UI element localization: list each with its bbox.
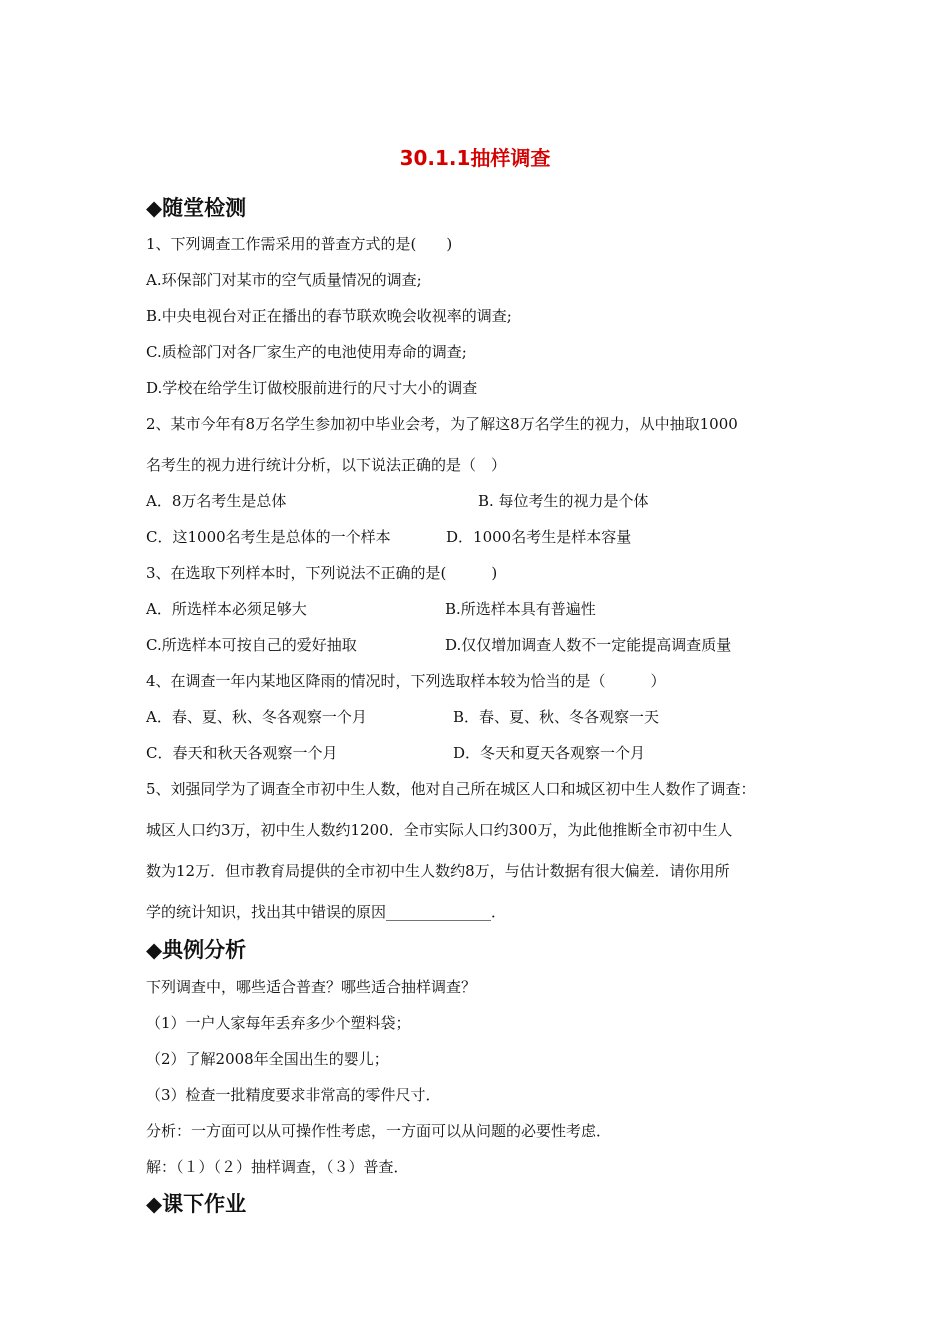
example-analysis: 分析：一方面可以从可操作性考虑，一方面可以从问题的必要性考虑． (146, 1122, 612, 1140)
page-title: 30.1.1抽样调查 (399, 146, 551, 170)
section-heading-example: ◆典例分析 (146, 938, 247, 962)
section-heading-homework: ◆课下作业 (146, 1192, 247, 1216)
q4-option-a: A．春、夏、秋、冬各观察一个月 (146, 708, 367, 726)
q2-stem-line1: 2、某市今年有8万名学生参加初中毕业会考，为了解这8万名学生的视力，从中抽取1000 (146, 415, 738, 433)
q1-stem: 1、下列调查工作需采用的普查方式的是( ) (146, 235, 453, 253)
q5-line3: 数为12万．但市教育局提供的全市初中生人数约8万，与估计数据有很大偏差．请你用所 (146, 862, 730, 880)
q4-option-d: D．冬天和夏天各观察一个月 (453, 744, 646, 762)
q4-stem: 4、在调查一年内某地区降雨的情况时，下列选取样本较为恰当的是（ ） (146, 672, 666, 690)
q3-option-d: D.仅仅增加调查人数不一定能提高调查质量 (445, 636, 732, 654)
q2-stem-line2: 名考生的视力进行统计分析，以下说法正确的是（ ） (146, 456, 507, 474)
example-solution: 解：（１）（２）抽样调查，（３）普查． (146, 1158, 409, 1176)
example-item-3: （3）检查一批精度要求非常高的零件尺寸． (146, 1086, 441, 1104)
q5-line1: 5、刘强同学为了调查全市初中生人数，他对自己所在城区人口和城区初中生人数作了调查： (146, 780, 756, 798)
q1-option-b: B.中央电视台对正在播出的春节联欢晚会收视率的调查; (146, 307, 512, 325)
q1-option-a: A.环保部门对某市的空气质量情况的调查; (146, 271, 422, 289)
section-heading-practice: ◆随堂检测 (146, 196, 247, 220)
q2-option-b: B. 每位考生的视力是个体 (478, 492, 649, 510)
q3-stem: 3、在选取下列样本时，下列说法不正确的是( ) (146, 564, 498, 582)
q4-option-b: B．春、夏、秋、冬各观察一天 (453, 708, 660, 726)
q3-option-c: C.所选样本可按自己的爱好抽取 (146, 636, 357, 654)
q5-line4: 学的统计知识，找出其中错误的原因______________． (146, 903, 507, 921)
q2-option-c: C．这1000名考生是总体的一个样本 (146, 528, 391, 546)
q3-option-a: A．所选样本必须足够大 (146, 600, 307, 618)
q4-option-c: C．春天和秋天各观察一个月 (146, 744, 338, 762)
q5-line2: 城区人口约3万，初中生人数约1200．全市实际人口约300万，为此他推断全市初中生人 (146, 821, 733, 839)
q1-option-c: C.质检部门对各厂家生产的电池使用寿命的调查; (146, 343, 467, 361)
example-item-1: （1）一户人家每年丢弃多少个塑料袋； (146, 1014, 411, 1032)
q2-option-d: D．1000名考生是样本容量 (446, 528, 632, 546)
example-intro: 下列调查中，哪些适合普查？哪些适合抽样调查？ (146, 978, 477, 996)
q1-option-d: D.学校在给学生订做校服前进行的尺寸大小的调查 (146, 379, 478, 397)
q2-option-a: A．8万名考生是总体 (146, 492, 287, 510)
q3-option-b: B.所选样本具有普遍性 (445, 600, 596, 618)
example-item-2: （2）了解2008年全国出生的婴儿； (146, 1050, 389, 1068)
